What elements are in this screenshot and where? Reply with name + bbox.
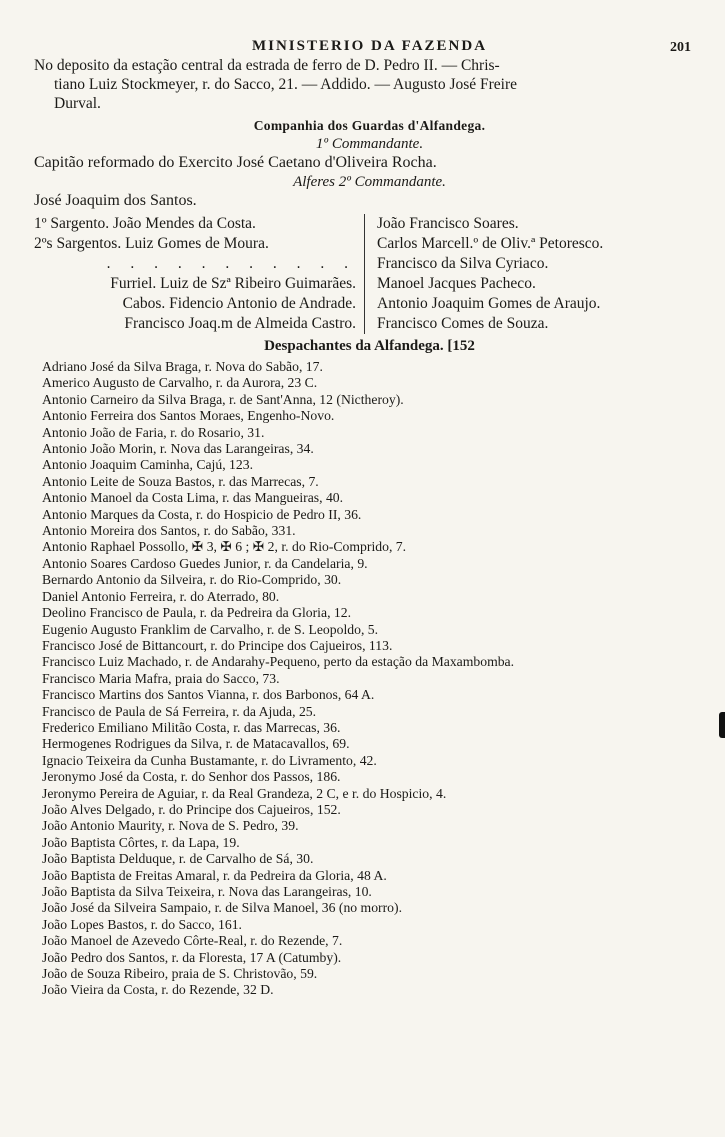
list-item: Eugenio Augusto Franklim de Carvalho, r. de S. Leopoldo, 5. [42,621,379,637]
list-item: Antonio Joaquim Caminha, Cajú, 123. [42,457,254,473]
guardas-roster [34,214,705,334]
list-item: João Baptista da Silva Teixeira, r. Nova das Larangeiras, 10. [42,884,372,899]
list-item: Frederico Emiliano Militão Costa, r. das Marrecas, 36. [42,719,341,735]
list-item: Antonio Leite de Souza Bastos, r. das Marrecas, 7. [42,473,319,489]
list-item: Jeronymo José da Costa, r. do Senhor dos Passos, 186. [42,769,341,785]
roster-right-item: Francisco Comes de Souza. [377,315,549,332]
second-commander-name: José Joaquim dos Santos. [34,192,197,209]
list-item: Deolino Francisco de Paula, r. da Pedreira da Gloria, 12. [42,605,352,621]
list-item: Ignacio Teixeira da Cunha Bustamante, r. do Livramento, 42. [42,752,377,768]
roster-right-item: João Francisco Soares. [377,215,519,232]
guardas-heading: Companhia dos Guardas d'Alfandega. [253,118,486,133]
list-item: João Manoel de Azevedo Côrte-Real, r. do Rezende, 7. [42,933,343,949]
list-item: Antonio Marques da Costa, r. do Hospicio de Pedro II, 36. [42,506,362,522]
list-item: João Alves Delgado, r. do Principe dos Cajueiros, 152. [42,801,341,817]
list-item: Antonio Moreira dos Santos, r. do Sabão, 331. [42,523,296,539]
list-item: Hermogenes Rodrigues da Silva, r. de Matacavallos, 69. [42,736,350,752]
list-item: Antonio Manoel da Costa Lima, r. das Mangueiras, 40. [42,490,344,506]
second-commander-title: Alferes 2º Commandante. [293,174,446,190]
list-item: Adriano José da Silva Braga, r. Nova do Sabão, 17. [42,359,323,374]
despachantes-heading: Despachantes da Alfandega. [152 [264,338,475,354]
running-header [34,30,705,54]
despachantes-list [34,359,705,999]
list-item: Antonio Carneiro da Silva Braga, r. de Sant'Anna, 12 (Nictheroy). [42,391,404,407]
margin-mark [719,712,725,738]
list-item: João Vieira da Costa, r. do Rezende, 32 D. [42,982,274,998]
list-item: Francisco Maria Mafra, praia do Sacco, 73. [42,670,280,686]
intro-line-1: No deposito da estação central da estrada de ferro de D. Pedro II. — Chris- [34,57,500,74]
roster-left-column [34,214,365,334]
list-item: João Baptista Côrtes, r. da Lapa, 19. [42,834,240,850]
intro-paragraph [34,56,705,113]
list-item: Francisco de Paula de Sá Ferreira, r. da Ajuda, 25. [42,703,317,719]
list-item: Antonio João Morin, r. Nova das Larangeiras, 34. [42,441,314,457]
roster-right-item: Manoel Jacques Pacheco. [377,275,536,292]
page-number: 201 [670,40,691,55]
list-item: João Antonio Maurity, r. Nova de S. Pedro, 39. [42,818,299,834]
roster-left-item: Francisco Joaq.m de Almeida Castro. [124,315,356,332]
roster-left-item: Furriel. Luiz de Szª Ribeiro Guimarães. [110,275,356,292]
list-item: João de Souza Ribeiro, praia de S. Christovão, 59. [42,966,318,982]
header-title: MINISTERIO DA FAZENDA [251,38,488,54]
roster-left-item: Cabos. Fidencio Antonio de Andrade. [122,295,356,312]
list-item: Francisco José de Bittancourt, r. do Principe dos Cajueiros, 113. [42,637,393,653]
list-item: Francisco Martins dos Santos Vianna, r. dos Barbonos, 64 A. [42,687,375,703]
list-item: Americo Augusto de Carvalho, r. da Aurora, 23 C. [42,375,318,391]
roster-right-item: Francisco da Silva Cyriaco. [377,255,549,272]
roster-left-item: . . . . . . . . . . . [106,255,356,272]
roster-left-item: 1º Sargento. João Mendes da Costa. [34,215,256,232]
list-item: João Pedro dos Santos, r. da Floresta, 17 A (Catumby). [42,949,342,965]
first-commander-title: 1º Commandante. [315,136,424,152]
list-item: João Baptista Delduque, r. de Carvalho de Sá, 30. [42,851,314,867]
list-item: João Lopes Bastos, r. do Sacco, 161. [42,916,242,932]
list-item: Daniel Antonio Ferreira, r. do Aterrado, 80. [42,588,280,604]
list-item: Antonio João de Faria, r. do Rosario, 31. [42,424,265,440]
list-item: João José da Silveira Sampaio, r. de Silva Manoel, 36 (no morro). [42,900,402,916]
list-item: Antonio Raphael Possollo, ✠ 3, ✠ 6 ; ✠ 2, r. do Rio-Comprido, 7. [42,539,407,555]
intro-line-3: Durval. [54,95,101,112]
intro-line-2: tiano Luiz Stockmeyer, r. do Sacco, 21. — Addido. — Augusto José Freire [54,76,518,93]
roster-right-item: Antonio Joaquim Gomes de Araujo. [377,295,601,312]
first-commander-name: Capitão reformado do Exercito José Caetano d'Oliveira Rocha. [34,154,437,171]
list-item: Antonio Soares Cardoso Guedes Junior, r. da Candelaria, 9. [42,555,368,571]
roster-left-item: 2ºs Sargentos. Luiz Gomes de Moura. [34,235,269,252]
list-item: Francisco Luiz Machado, r. de Andarahy-Pequeno, perto da estação da Maxambomba. [42,654,515,670]
roster-right-column [365,214,603,334]
list-item: Bernardo Antonio da Silveira, r. do Rio-Comprido, 30. [42,572,342,588]
list-item: Jeronymo Pereira de Aguiar, r. da Real Grandeza, 2 C, e r. do Hospicio, 4. [42,785,447,801]
list-item: João Baptista de Freitas Amaral, r. da Pedreira da Gloria, 48 A. [42,867,387,883]
list-item: Antonio Ferreira dos Santos Moraes, Engenho-Novo. [42,408,335,424]
roster-right-item: Carlos Marcell.º de Oliv.ª Petoresco. [377,235,604,252]
